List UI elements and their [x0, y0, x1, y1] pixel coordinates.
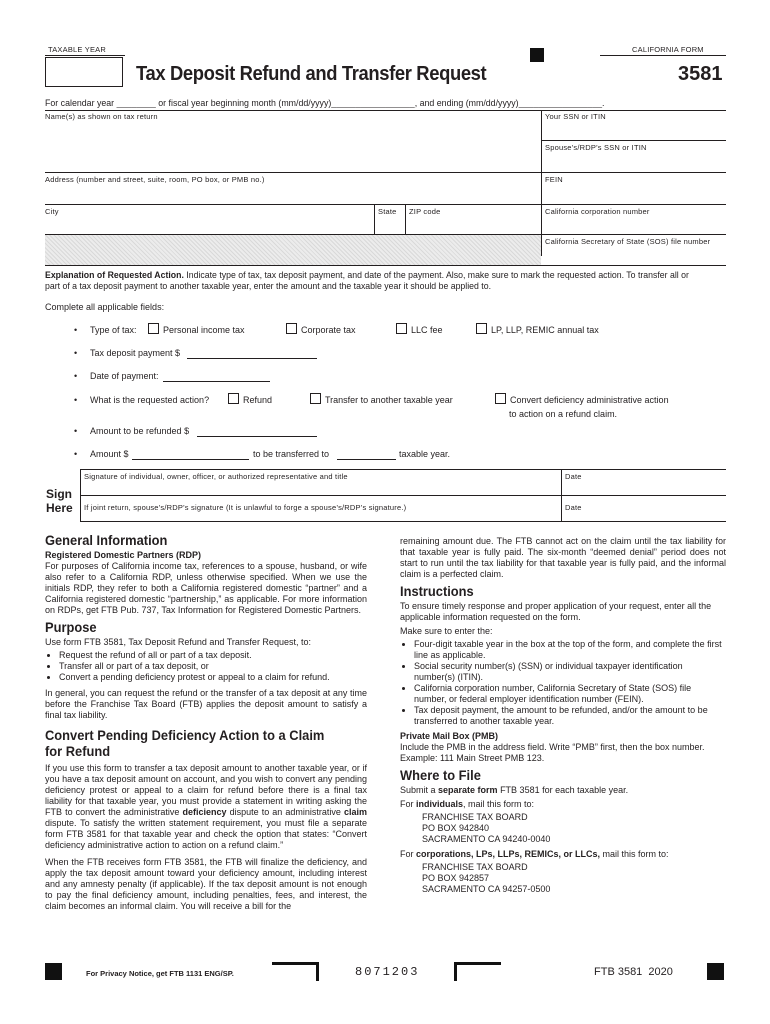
rdp-text: For purposes of California income tax, references to a spouse, husband, or wife also refer to a California RDP, unless otherwise specified. When we use the initials RDP, they refer to both a California registered domestic “partner” and a California registered domestic “partnership,” as applicable. For more information on RDPs, get FTB Pub. 737, Tax Information for Registered Domestic Partners.	[45, 561, 367, 615]
shaded-area	[45, 235, 541, 265]
zip-label: ZIP code	[409, 207, 441, 216]
convert-heading-line1: Convert Pending Deficiency Action to a Claim	[45, 727, 325, 743]
registration-mark	[707, 963, 724, 980]
convert-heading	[45, 727, 341, 759]
checkbox[interactable]	[286, 323, 297, 334]
date-label: Date	[565, 472, 582, 481]
llc-fee-label: LLC fee	[411, 325, 443, 335]
bullet: •	[74, 449, 78, 459]
date-of-payment-label: Date of payment:	[90, 371, 159, 381]
transfer-option[interactable]	[310, 393, 453, 405]
amount-line[interactable]	[132, 459, 249, 460]
city-label: City	[45, 207, 59, 216]
convert-heading-line2: for Refund	[45, 743, 111, 759]
individuals-address: FRANCHISE TAX BOARD PO BOX 942840 SACRAMENTO CA 94240-0040	[422, 812, 551, 844]
address-label: Address (number and street, suite, room, PO box, or PMB no.)	[45, 175, 265, 184]
list-item: • Request the refund of all or part of a tax deposit.	[59, 650, 367, 661]
form-year-footer: FTB 3581 2020	[594, 966, 673, 978]
corporations-text: For corporations, LPs, LLPs, REMICs, or LLCs, mail this form to:	[400, 849, 669, 859]
signature-label: Signature of individual, owner, officer, or authorized representative and title	[84, 472, 348, 481]
transfer-label: Transfer to another taxable year	[325, 395, 453, 405]
bullet: •	[74, 325, 78, 335]
bullet: •	[74, 348, 78, 358]
bullet: •	[74, 395, 78, 405]
sign-here-label	[46, 487, 73, 515]
ca-corp-label: California corporation number	[545, 207, 650, 216]
checkbox[interactable]	[396, 323, 407, 334]
general-info-heading: General Information	[45, 532, 168, 548]
list-item: • Tax deposit payment, the amount to be refunded, and/or the amount to be transferred to another taxable year.	[414, 705, 726, 727]
amount-label: Amount $	[90, 449, 129, 459]
list-item: • Transfer all or part of a tax deposit, or	[59, 661, 367, 672]
sos-label: California Secretary of State (SOS) file number	[545, 237, 711, 246]
list-item: • California corporation number, California Secretary of State (SOS) file number, or federal employer identification number (FEIN).	[414, 683, 726, 705]
lp-llp-remic-option[interactable]	[476, 323, 599, 335]
checkbox[interactable]	[228, 393, 239, 404]
convert-label-2: to action on a refund claim.	[509, 409, 618, 419]
ssn-label: Your SSN or ITIN	[545, 112, 606, 121]
registration-mark	[45, 963, 62, 980]
convert-paragraph-1: If you use this form to transfer a tax deposit amount to another taxable year, or if you have a tax deposit amount on account, and you wish to convert any pending deficiency protest or appeal to a claim for refund before there is a final tax liability for that taxable year, you must provide a statement in writing asking the FTB to convert the administrative deficiency dispute to an administrative claim dispute. To satisfy the written statement requirement, you must file a separate form FTB 3581 for that taxable year and check the option that states: “Convert deficiency administrative action to action on a refund claim.”	[45, 763, 367, 850]
explanation-heading: Explanation of Requested Action.	[45, 270, 184, 280]
calendar-year-line[interactable]: For calendar year ________ or fiscal year beginning month (mm/dd/yyyy)_________________, and ending (mm/dd/yyyy)_________________.	[45, 98, 605, 108]
complete-fields-label: Complete all applicable fields:	[45, 302, 165, 312]
checkbox[interactable]	[310, 393, 321, 404]
date-of-payment-line[interactable]	[163, 381, 270, 382]
submit-text: Submit a separate form FTB 3581 for each taxable year.	[400, 785, 629, 795]
bullet: •	[74, 371, 78, 381]
list-item: • Convert a pending deficiency protest or appeal to a claim for refund.	[59, 672, 367, 683]
personal-income-tax-label: Personal income tax	[163, 325, 245, 335]
bullet: •	[74, 426, 78, 436]
pmb-text: Include the PMB in the address field. Write “PMB” first, then the box number. Example: 111 Main Street PMB 123.	[400, 742, 705, 763]
purpose-intro: Use form FTB 3581, Tax Deposit Refund and Transfer Request, to:	[45, 637, 311, 647]
convert-option[interactable]	[495, 393, 669, 405]
refund-option[interactable]	[228, 393, 272, 405]
here-word: Here	[46, 501, 73, 515]
taxable-year-box[interactable]	[45, 57, 123, 87]
where-to-file-heading: Where to File	[400, 767, 481, 783]
individuals-text: For individuals, mail this form to:	[400, 799, 535, 809]
convert-label-1: Convert deficiency administrative action	[510, 395, 669, 405]
purpose-heading: Purpose	[45, 619, 97, 635]
privacy-notice: For Privacy Notice, get FTB 1131 ENG/SP.	[86, 969, 234, 978]
tax-deposit-payment-label: Tax deposit payment $	[90, 348, 181, 358]
corporations-address: FRANCHISE TAX BOARD PO BOX 942857 SACRAMENTO CA 94257-0500	[422, 862, 551, 894]
purpose-general: In general, you can request the refund or the transfer of a tax deposit at any time before the Franchise Tax Board (FTB) applies the deposit amount to satisfy a final tax liability.	[45, 688, 367, 720]
instructions-left-column	[45, 532, 367, 918]
continued-text: remaining amount due. The FTB cannot act on the claim until the tax liability for that taxable year is fully paid. The six-month “deemed denial” period does not start to run until the tax liability for that taxable year is fully paid, and the informal claim is a perfected claim.	[400, 536, 726, 579]
california-form-label: CALIFORNIA FORM	[632, 45, 704, 54]
corporate-tax-label: Corporate tax	[301, 325, 356, 335]
form-title: Tax Deposit Refund and Transfer Request	[136, 63, 487, 85]
type-of-tax-label: Type of tax:	[90, 325, 137, 335]
convert-paragraph-2: When the FTB receives form FTB 3581, the FTB will finalize the deficiency, and apply the tax deposit amount toward your deficiency amount, including interest and any amnesty penalty (if applicable). If the tax deposit amount is not enough to pay the final deficiency amount, including penalties, fees, and interest, the claim becomes an informal claim. You will receive a bill for the	[45, 857, 367, 911]
checkbox[interactable]	[148, 323, 159, 334]
list-item: • Four-digit taxable year in the box at the top of the form, and complete the first line as applicable.	[414, 639, 726, 661]
corner-mark	[272, 962, 319, 981]
llc-fee-option[interactable]	[396, 323, 443, 335]
lp-llp-remic-label: LP, LLP, REMIC annual tax	[491, 325, 599, 335]
transfer-year-line[interactable]	[337, 459, 396, 460]
personal-income-tax-option[interactable]	[148, 323, 245, 335]
instructions-text: To ensure timely response and proper application of your request, enter all the applicable information requested on the form.	[400, 601, 712, 622]
to-be-transferred-label: to be transferred to	[253, 449, 330, 459]
list-item: • Social security number(s) (SSN) or individual taxpayer identification number(s) (ITIN).	[414, 661, 726, 683]
purpose-list	[45, 650, 367, 683]
tax-deposit-payment-line[interactable]	[187, 358, 317, 359]
requested-action-label: What is the requested action?	[90, 395, 210, 405]
form-number: 3581	[678, 63, 723, 85]
corporate-tax-option[interactable]	[286, 323, 356, 335]
refund-label: Refund	[243, 395, 273, 405]
amount-refunded-line[interactable]	[197, 436, 317, 437]
enter-list	[400, 639, 726, 727]
amount-refunded-label: Amount to be refunded $	[90, 426, 190, 436]
checkbox[interactable]	[476, 323, 487, 334]
spouse-ssn-label: Spouse’s/RDP’s SSN or ITIN	[545, 143, 647, 152]
joint-signature-label: If joint return, spouse’s/RDP’s signature (It is unlawful to forge a spouse’s/RDP’s signature.)	[84, 503, 407, 512]
names-label: Name(s) as shown on tax return	[45, 112, 158, 121]
form-code: 8071203	[355, 965, 420, 979]
registration-mark	[530, 48, 544, 62]
rdp-heading: Registered Domestic Partners (RDP)	[45, 550, 202, 560]
explanation-body: Indicate type of tax, tax deposit payment, and date of the payment. Also, make sure to mark the requested action. To transfer all or part of a tax deposit payment to another taxable year, enter the amount and the taxable year it should be applied to.	[45, 270, 689, 291]
taxable-year-suffix: taxable year.	[399, 449, 451, 459]
sign-word: Sign	[46, 487, 72, 501]
make-sure-text: Make sure to enter the:	[400, 626, 493, 636]
corner-mark	[454, 962, 501, 981]
explanation-text	[45, 270, 706, 292]
state-label: State	[378, 207, 397, 216]
checkbox[interactable]	[495, 393, 506, 404]
fein-label: FEIN	[545, 175, 563, 184]
pmb-heading: Private Mail Box (PMB)	[400, 731, 499, 741]
instructions-heading: Instructions	[400, 583, 474, 599]
taxable-year-label: TAXABLE YEAR	[48, 45, 106, 54]
instructions-right-column	[400, 536, 726, 895]
date-label-2: Date	[565, 503, 582, 512]
